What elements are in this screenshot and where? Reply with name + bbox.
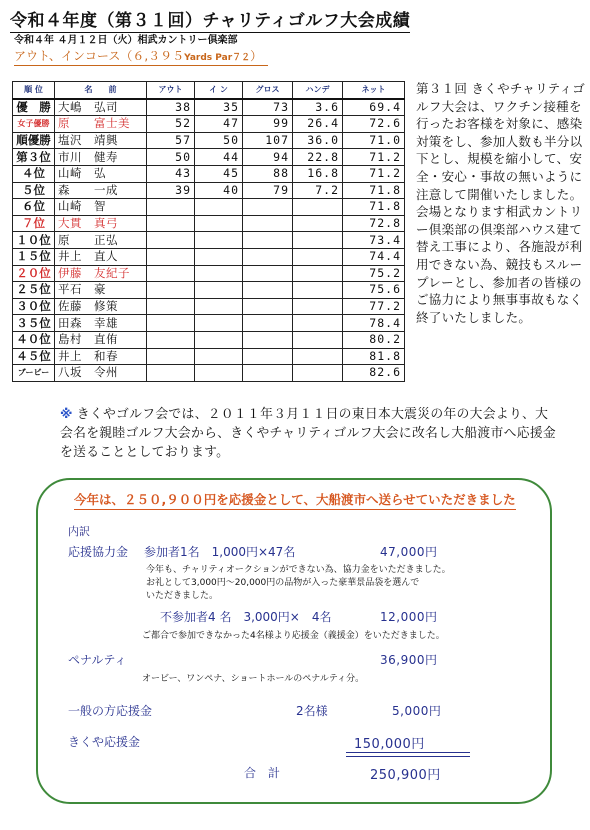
handicap-cell [293, 199, 343, 216]
player-name-cell: 塩沢 靖興 [55, 132, 147, 149]
gross-score-cell [243, 232, 293, 249]
handicap-cell [293, 365, 343, 382]
net-score-cell: 73.4 [343, 232, 405, 249]
rank-cell: ブービー [13, 365, 55, 382]
player-name-cell: 佐藤 修策 [55, 298, 147, 315]
rank-cell: ２５位 [13, 282, 55, 299]
handicap-cell: 7.2 [293, 182, 343, 199]
rank-cell: ５位 [13, 182, 55, 199]
penalty-desc: オービー、ワンペナ、ショートホールのペナルティ分。 [142, 674, 365, 684]
handicap-cell [293, 282, 343, 299]
rank-cell: 女子優勝 [13, 116, 55, 133]
results-header-row [13, 82, 405, 99]
table-row [13, 215, 405, 232]
table-row [13, 315, 405, 332]
kikuya-label: きくや応援金 [68, 735, 141, 749]
in-score-cell: 50 [195, 132, 243, 149]
nonparticipants-desc: ご都合で参加できなかった4名様より応援金（義援金）をいただきました。 [142, 631, 445, 641]
gross-score-cell: 79 [243, 182, 293, 199]
player-name-cell: 八坂 令州 [55, 365, 147, 382]
participants-desc-2: お礼として3,000円〜20,000円の品物が入った豪華景品袋を選んで [146, 578, 420, 588]
player-name-cell: 井上 直人 [55, 248, 147, 265]
rank-cell: 優 勝 [13, 99, 55, 116]
table-row [13, 182, 405, 199]
public-count: 2名様 [296, 704, 328, 718]
out-score-cell: 50 [147, 149, 195, 166]
participants-desc-3: いただきました。 [146, 591, 219, 601]
gross-score-cell [243, 199, 293, 216]
handicap-cell [293, 348, 343, 365]
total-label: 合 計 [244, 766, 281, 780]
net-score-cell: 75.2 [343, 265, 405, 282]
col-net-header: ネット [343, 82, 405, 99]
table-row [13, 99, 405, 116]
gross-score-cell [243, 282, 293, 299]
out-score-cell [147, 248, 195, 265]
participants-amount: 47,000円 [380, 545, 438, 559]
out-score-cell [147, 215, 195, 232]
net-score-cell: 81.8 [343, 348, 405, 365]
player-name-cell: 大貫 真弓 [55, 215, 147, 232]
player-name-cell: 平石 豪 [55, 282, 147, 299]
in-score-cell: 40 [195, 182, 243, 199]
table-row [13, 199, 405, 216]
col-out-header: アウト [147, 82, 195, 99]
col-in-header: イ ン [195, 82, 243, 99]
gross-score-cell: 88 [243, 165, 293, 182]
handicap-cell [293, 315, 343, 332]
handicap-cell: 36.0 [293, 132, 343, 149]
col-rank-header: 順 位 [13, 82, 55, 99]
net-score-cell: 69.4 [343, 99, 405, 116]
player-name-cell: 島村 直侑 [55, 331, 147, 348]
page-title: 令和４年度（第３１回）チャリティゴルフ大会成績 [10, 6, 410, 33]
nonparticipants-line: 不参加者4 名 3,000円× 4名 [160, 610, 332, 624]
results-table [12, 81, 405, 382]
course-close: ） [250, 49, 263, 63]
handicap-cell: 26.4 [293, 116, 343, 133]
player-name-cell: 田森 幸雄 [55, 315, 147, 332]
gross-score-cell: 99 [243, 116, 293, 133]
note-mark: ※ [60, 407, 73, 422]
out-score-cell: 52 [147, 116, 195, 133]
player-name-cell: 山崎 智 [55, 199, 147, 216]
summary-paragraph-1: 第３１回 きくやチャリティゴルフ大会は、ワクチン接種を行ったお客様を対象に、感染対策をし、参加人数も半分以下とし、規模を縮小して、安全・安心・事故の無いように注意して開催いたしました。 [416, 81, 586, 202]
player-name-cell: 山崎 弘 [55, 165, 147, 182]
player-name-cell: 森 一成 [55, 182, 147, 199]
results-body [13, 99, 405, 382]
gross-score-cell [243, 331, 293, 348]
public-label: 一般の方応援金 [68, 704, 153, 718]
net-score-cell: 71.2 [343, 149, 405, 166]
gross-score-cell [243, 248, 293, 265]
course-main: アウト、インコース（６,３９５ [14, 49, 185, 63]
table-row [13, 348, 405, 365]
note-text: きくやゴルフ会では、２０１１年３月１１日の東日本大震災の年の大会より、大会名を親睦ゴルフ大会から、きくやチャリティゴルフ大会に改名し大船渡市へ応援金を送ることとしております。 [60, 407, 557, 460]
net-score-cell: 71.0 [343, 132, 405, 149]
handicap-cell [293, 298, 343, 315]
out-score-cell [147, 315, 195, 332]
gross-score-cell [243, 265, 293, 282]
net-score-cell: 80.2 [343, 331, 405, 348]
player-name-cell: 市川 健寿 [55, 149, 147, 166]
out-score-cell: 38 [147, 99, 195, 116]
gross-score-cell [243, 298, 293, 315]
public-amount: 5,000円 [392, 704, 442, 718]
in-score-cell [195, 315, 243, 332]
net-score-cell: 78.4 [343, 315, 405, 332]
total-double-rule [346, 752, 470, 757]
in-score-cell [195, 331, 243, 348]
in-score-cell [195, 232, 243, 249]
kikuya-amount: 150,000円 [354, 733, 425, 753]
gross-score-cell [243, 348, 293, 365]
table-row [13, 365, 405, 382]
out-score-cell: 43 [147, 165, 195, 182]
player-name-cell: 原 富士美 [55, 116, 147, 133]
nonparticipants-amount: 12,000円 [380, 610, 438, 624]
net-score-cell: 75.6 [343, 282, 405, 299]
player-name-cell: 原 正弘 [55, 232, 147, 249]
summary-paragraph-2: 会場となります相武カントリー倶楽部の倶楽部ハウス建て替え工事により、各施設が利用できない為、競技もスループレーとし、参加者の皆様のご協力により無事事故もなく終了いたしました。 [416, 204, 583, 325]
player-name-cell: 井上 和春 [55, 348, 147, 365]
support-label: 応援協力金 [68, 545, 129, 559]
table-row [13, 265, 405, 282]
table-row [13, 116, 405, 133]
table-row [13, 232, 405, 249]
net-score-cell: 82.6 [343, 365, 405, 382]
rank-cell: ２０位 [13, 265, 55, 282]
gross-score-cell: 73 [243, 99, 293, 116]
net-score-cell: 72.8 [343, 215, 405, 232]
gross-score-cell [243, 365, 293, 382]
penalty-label: ペナルティ [68, 653, 127, 667]
gross-score-cell: 107 [243, 132, 293, 149]
rank-cell: ３０位 [13, 298, 55, 315]
handicap-cell: 16.8 [293, 165, 343, 182]
participants-desc-1: 今年も、チャリティオークションができない為、協力金をいただきました。 [146, 565, 451, 575]
col-gross-header: グロス [243, 82, 293, 99]
handicap-cell [293, 215, 343, 232]
charity-note [60, 405, 560, 462]
donation-title: 今年は、２５０,９００円を応援金として、大船渡市へ送らせていただきました [74, 490, 516, 510]
net-score-cell: 71.2 [343, 165, 405, 182]
player-name-cell: 伊藤 友紀子 [55, 265, 147, 282]
table-row [13, 149, 405, 166]
in-score-cell [195, 248, 243, 265]
table-row [13, 282, 405, 299]
out-score-cell [147, 365, 195, 382]
net-score-cell: 71.8 [343, 182, 405, 199]
course-yards: Yards Par７２ [184, 53, 251, 63]
rank-cell: ４位 [13, 165, 55, 182]
event-date-venue: 令和４年 ４月１２日（火）相武カントリー倶楽部 [14, 35, 238, 46]
rank-cell: ４０位 [13, 331, 55, 348]
out-score-cell: 39 [147, 182, 195, 199]
net-score-cell: 72.6 [343, 116, 405, 133]
handicap-cell [293, 232, 343, 249]
out-score-cell: 57 [147, 132, 195, 149]
course-info [14, 47, 268, 66]
in-score-cell [195, 365, 243, 382]
gross-score-cell [243, 315, 293, 332]
out-score-cell [147, 265, 195, 282]
player-name-cell: 大嶋 弘司 [55, 99, 147, 116]
in-score-cell [195, 298, 243, 315]
out-score-cell [147, 331, 195, 348]
out-score-cell [147, 348, 195, 365]
gross-score-cell: 94 [243, 149, 293, 166]
breakdown-label: 内訳 [68, 525, 90, 538]
in-score-cell [195, 265, 243, 282]
table-row [13, 165, 405, 182]
in-score-cell: 35 [195, 99, 243, 116]
in-score-cell [195, 199, 243, 216]
in-score-cell [195, 215, 243, 232]
rank-cell: 順優勝 [13, 132, 55, 149]
handicap-cell: 22.8 [293, 149, 343, 166]
out-score-cell [147, 298, 195, 315]
out-score-cell [147, 282, 195, 299]
in-score-cell: 44 [195, 149, 243, 166]
in-score-cell: 47 [195, 116, 243, 133]
rank-cell: １５位 [13, 248, 55, 265]
total-amount: 250,900円 [370, 768, 441, 783]
participants-line: 参加者1名 1,000円×47名 [144, 545, 296, 559]
rank-cell: ３５位 [13, 315, 55, 332]
col-handicap-header: ハンデ [293, 82, 343, 99]
rank-cell: ７位 [13, 215, 55, 232]
net-score-cell: 71.8 [343, 199, 405, 216]
net-score-cell: 74.4 [343, 248, 405, 265]
handicap-cell [293, 265, 343, 282]
table-row [13, 298, 405, 315]
col-name-header: 名 前 [55, 82, 147, 99]
handicap-cell [293, 248, 343, 265]
in-score-cell [195, 348, 243, 365]
table-row [13, 331, 405, 348]
handicap-cell [293, 331, 343, 348]
event-summary [416, 80, 588, 326]
table-row [13, 132, 405, 149]
net-score-cell: 77.2 [343, 298, 405, 315]
rank-cell: １０位 [13, 232, 55, 249]
out-score-cell [147, 232, 195, 249]
in-score-cell [195, 282, 243, 299]
rank-cell: ６位 [13, 199, 55, 216]
table-row [13, 248, 405, 265]
out-score-cell [147, 199, 195, 216]
in-score-cell: 45 [195, 165, 243, 182]
penalty-amount: 36,900円 [380, 653, 438, 667]
handicap-cell: 3.6 [293, 99, 343, 116]
gross-score-cell [243, 215, 293, 232]
rank-cell: ４５位 [13, 348, 55, 365]
rank-cell: 第３位 [13, 149, 55, 166]
